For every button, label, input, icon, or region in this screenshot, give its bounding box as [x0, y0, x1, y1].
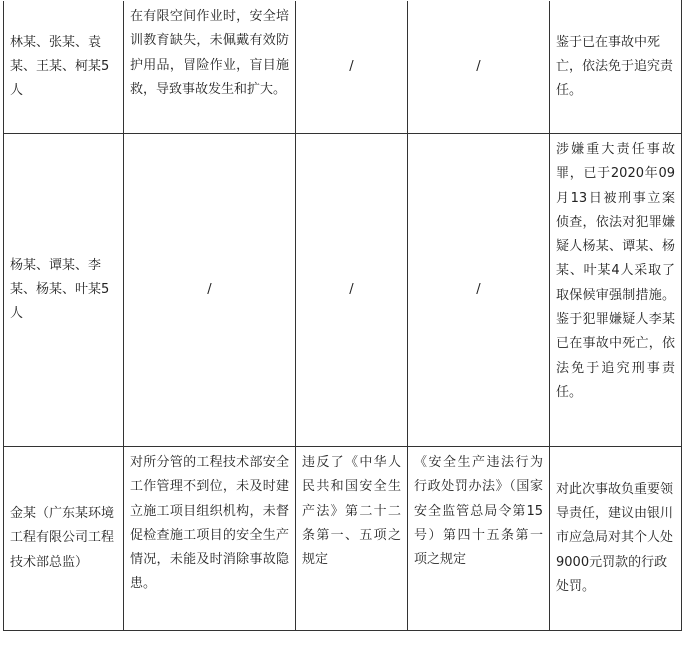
violation-text: /: [207, 281, 212, 297]
table-row: [4, 1, 682, 134]
opinion-text: 对此次事故负重要领导责任，建议由银川市应急局对其个人处9000元罚款的行政处罚。: [556, 481, 674, 594]
violation-text: 对所分管的工程技术部安全工作管理不到位，未及时建立施工项目组织机构，未督促检查施工项目的安全生产情况，未能及时消除事故隐患。: [130, 455, 289, 592]
person-cell: [4, 1, 124, 134]
law-text: /: [349, 58, 354, 74]
basis-text: /: [476, 281, 481, 297]
opinion-text: 涉嫌重大责任事故罪，已于2020年09月13日被刑事立案侦查，依法对犯罪嫌疑人杨某、谭某、杨某、叶某4人采取了取保候审强制措施。鉴于犯罪嫌疑人李某已在事故中死亡，依法免于追究刑事责任。: [556, 142, 675, 400]
law-cell: [296, 1, 408, 134]
law-cell: [296, 447, 408, 631]
violation-cell: [124, 447, 296, 631]
table-row: [4, 134, 682, 447]
basis-cell: [408, 1, 550, 134]
law-cell: [296, 134, 408, 447]
basis-cell: [408, 447, 550, 631]
opinion-text: 鉴于已在事故中死亡，依法免于追究责任。: [556, 34, 674, 99]
person-text: 金某（广东某环境工程有限公司工程技术部总监）: [10, 506, 115, 570]
opinion-cell: [550, 1, 682, 134]
basis-text: /: [476, 58, 481, 74]
opinion-cell: [550, 447, 682, 631]
person-text: 杨某、谭某、李某、杨某、叶某5人: [10, 257, 110, 322]
violation-text: 在有限空间作业时，安全培训教育缺失，未佩戴有效防护用品，冒险作业，盲目施救，导致事故发生和扩大。: [130, 9, 289, 97]
table-row: [4, 447, 682, 631]
opinion-cell: [550, 134, 682, 447]
violation-cell: [124, 1, 296, 134]
person-cell: [4, 134, 124, 447]
violation-cell: [124, 134, 296, 447]
person-text: 林某、张某、袁某、王某、柯某5人: [10, 34, 110, 99]
basis-cell: [408, 134, 550, 447]
accountability-table: [3, 0, 682, 631]
basis-text: 《安全生产违法行为行政处罚办法》（国家安全监管总局令第15号）第四十五条第一项之规定: [414, 455, 543, 568]
law-text: /: [349, 281, 354, 297]
person-cell: [4, 447, 124, 631]
cropped-top-edge: [3, 0, 681, 1]
law-text: 违反了《中华人民共和国安全生产法》第二十二条第一、五项之规定: [302, 455, 401, 568]
